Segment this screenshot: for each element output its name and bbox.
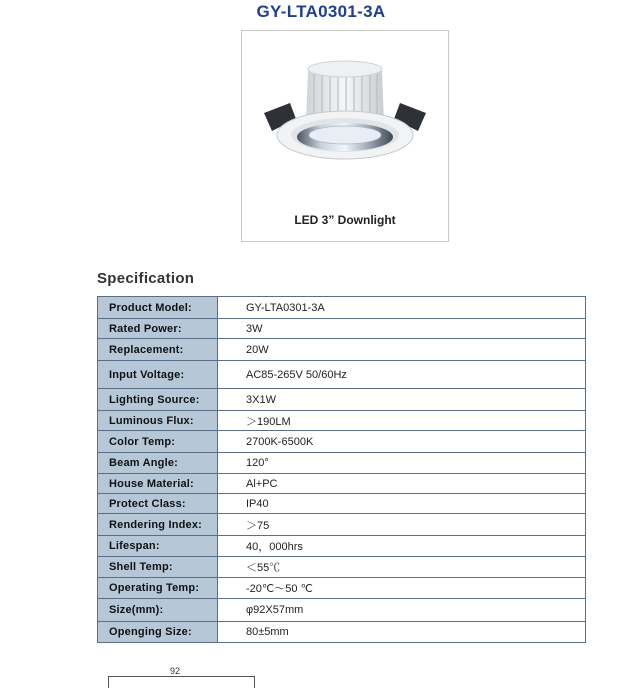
spec-label: Input Voltage: [98,361,218,389]
spec-value: GY-LTA0301-3A [218,297,586,319]
table-row [98,453,586,474]
spec-value: 120° [218,453,586,474]
table-row [98,536,586,557]
spec-value: Al+PC [218,474,586,494]
spec-value: ＞75 [218,514,586,536]
product-title: GY-LTA0301-3A [256,2,386,21]
spec-label: Rendering Index: [98,514,218,536]
dimension-line [108,676,254,677]
spec-label: House Material: [98,474,218,494]
table-row [98,578,586,599]
product-caption: LED 3” Downlight [294,213,396,227]
table-row [98,297,586,319]
dimension-label: 92 [170,666,181,676]
table-row [98,622,586,643]
spec-label: Product Model: [98,297,218,319]
spec-value: -20℃～50 ℃ [218,578,586,599]
spec-value: AC85-265V 50/60Hz [218,361,586,389]
table-row [98,339,586,361]
dimension-tick-right [254,676,255,688]
spec-label: Beam Angle: [98,453,218,474]
table-row [98,557,586,578]
spec-value: 40，000hrs [218,536,586,557]
table-row [98,514,586,536]
spec-value: 3X1W [218,389,586,411]
dimension-tick-left [108,676,109,688]
spec-value: ＜55℃ [218,557,586,578]
table-row [98,474,586,494]
spec-value: 80±5mm [218,622,586,643]
table-row [98,361,586,389]
spec-label: Openging Size: [98,622,218,643]
table-row [98,411,586,431]
spec-label: Luminous Flux: [98,411,218,431]
spec-label: Shell Temp: [98,557,218,578]
table-row [98,599,586,622]
spec-label: Lighting Source: [98,389,218,411]
spec-value: 3W [218,319,586,339]
spec-value: 2700K-6500K [218,431,586,453]
spec-value: 20W [218,339,586,361]
spec-label: Size(mm): [98,599,218,622]
spec-label: Protect Class: [98,494,218,514]
table-row [98,431,586,453]
product-photo-frame [241,30,449,242]
specification-table [97,296,586,643]
specification-heading: Specification [97,270,195,287]
spec-label: Operating Temp: [98,578,218,599]
spec-label: Lifespan: [98,536,218,557]
spec-label: Color Temp: [98,431,218,453]
table-row [98,494,586,514]
downlight-product-image [242,31,448,241]
spec-value: φ92X57mm [218,599,586,622]
table-row [98,389,586,411]
spec-label: Rated Power: [98,319,218,339]
spec-value: ＞190LM [218,411,586,431]
spec-value: IP40 [218,494,586,514]
spec-label: Replacement: [98,339,218,361]
table-row [98,319,586,339]
